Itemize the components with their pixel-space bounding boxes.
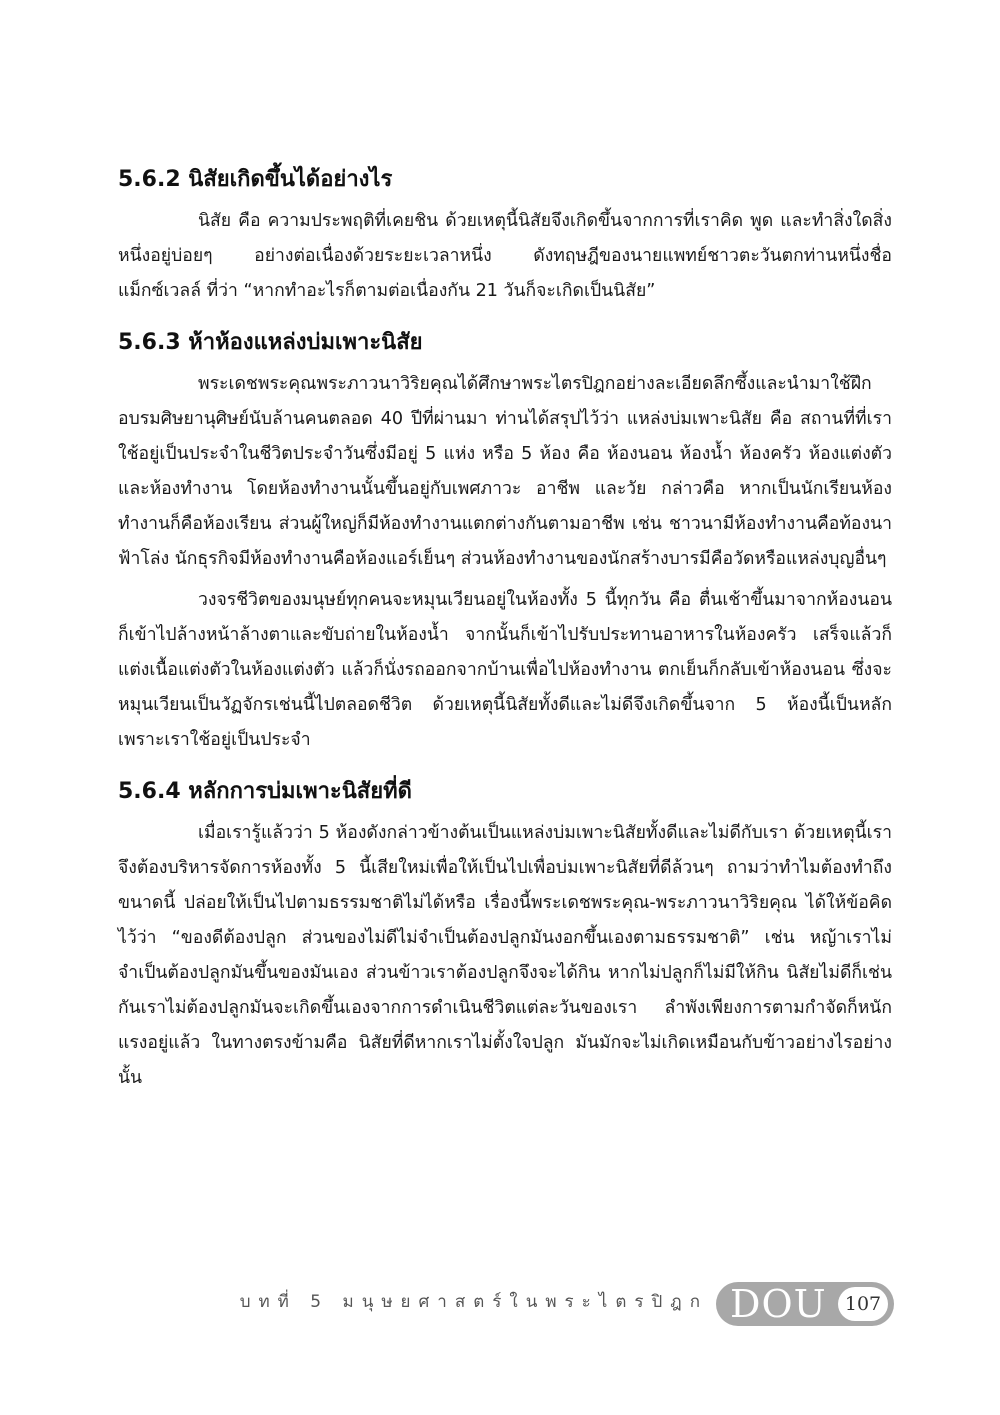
section-5-6-3: [118, 323, 892, 758]
section-heading: 5.6.3 ห้าห้องแหล่งบ่มเพาะนิสัย: [118, 330, 423, 355]
section-heading: 5.6.4 หลักการบ่มเพาะนิสัยที่ดี: [118, 779, 412, 804]
chapter-title: บทที่ 5 มนุษยศาสตร์ในพระไตรปิฎก: [239, 1292, 708, 1312]
paragraph: วงจรชีวิตของมนุษย์ทุกคนจะหมุนเวียนอยู่ในห้องทั้ง 5 นี้ทุกวัน คือ ตื่นเช้าขึ้นมาจากห้องนอน ก็เข้าไปล้างหน้าล้างตาและขับถ่ายในห้องน้ำ จากนั้นก็เข้าไปรับประทานอาหารในห้องครัว เสร็จแล้วก็แต่งเนื้อแต่งตัวในห้องแต่งตัว แล้วก็นั่งรถออกจากบ้านเพื่อไปห้องทำงาน ตกเย็นก็กลับเข้าห้องนอน ซึ่งจะหมุนเวียนเป็นวัฏจักรเช่นนี้ไปตลอดชีวิต ด้วยเหตุนี้นิสัยทั้งดีและไม่ดีจึงเกิดขึ้นจาก 5 ห้องนี้เป็นหลักเพราะเราใช้อยู่เป็นประจำ: [118, 590, 892, 750]
section-5-6-2: [118, 160, 892, 309]
paragraph: เมื่อเรารู้แล้วว่า 5 ห้องดังกล่าวข้างต้นเป็นแหล่งบ่มเพาะนิสัยทั้งดีและไม่ดีกับเรา ด้วยเหตุนี้เราจึงต้องบริหารจัดการห้องทั้ง 5 นี้เสียใหม่เพื่อให้เป็นไปเพื่อบ่มเพาะนิสัยที่ดีล้วนๆ ถามว่าทำไมต้องทำถึงขนาดนี้ ปล่อยให้เป็นไปตามธรรมชาติไม่ได้หรือ เรื่องนี้พระเดชพระคุณ-พระภาวนาวิริยคุณ ได้ให้ข้อคิดไว้ว่า “ของดีต้องปลูก ส่วนของไม่ดีไม่จำเป็นต้องปลูกมันงอกขึ้นเองตามธรรมชาติ” เช่น หญ้าเราไม่จำเป็นต้องปลูกมันขึ้นของมันเอง ส่วนข้าวเราต้องปลูกจึงจะได้กิน หากไม่ปลูกก็ไม่มีให้กิน นิสัยไม่ดีก็เช่นกันเราไม่ต้องปลูกมันจะเกิดขึ้นเองจากการดำเนินชีวิตแต่ละวันของเรา ลำพังเพียงการตามกำจัดก็หนักแรงอยู่แล้ว ในทางตรงข้ามคือ นิสัยที่ดีหากเราไม่ตั้งใจปลูก มันมักจะไม่เกิดเหมือนกับข้าวอย่างไรอย่างนั้น: [118, 823, 892, 1088]
section-5-6-4: [118, 772, 892, 1096]
logo-text: DOU: [730, 1282, 827, 1326]
page-number: 107: [838, 1287, 888, 1321]
dou-logo: [716, 1282, 894, 1326]
page-body: [118, 160, 892, 1110]
section-heading: 5.6.2 นิสัยเกิดขึ้นได้อย่างไร: [118, 167, 393, 192]
paragraph: นิสัย คือ ความประพฤติที่เคยชิน ด้วยเหตุนี้นิสัยจึงเกิดขึ้นจากการที่เราคิด พูด และทำสิ่งใดสิ่งหนึ่งอยู่บ่อยๆ อย่างต่อเนื่องด้วยระยะเวลาหนึ่ง ดังทฤษฎีของนายแพทย์ชาวตะวันตกท่านหนึ่งชื่อ แม็กซ์เวลล์ ที่ว่า “หากทำอะไรก็ตามต่อเนื่องกัน 21 วันก็จะเกิดเป็นนิสัย”: [118, 211, 892, 301]
page-footer: [0, 1278, 1000, 1330]
paragraph: พระเดชพระคุณพระภาวนาวิริยคุณได้ศึกษาพระไตรปิฎกอย่างละเอียดลึกซึ้งและนำมาใช้ฝึกอบรมศิษยานุศิษย์นับล้านคนตลอด 40 ปีที่ผ่านมา ท่านได้สรุปไว้ว่า แหล่งบ่มเพาะนิสัย คือ สถานที่ที่เราใช้อยู่เป็นประจำในชีวิตประจำวันซึ่งมีอยู่ 5 แห่ง หรือ 5 ห้อง คือ ห้องนอน ห้องน้ำ ห้องครัว ห้องแต่งตัว และห้องทำงาน โดยห้องทำงานนั้นขึ้นอยู่กับเพศภาวะ อาชีพ และวัย กล่าวคือ หากเป็นนักเรียนห้องทำงานก็คือห้องเรียน ส่วนผู้ใหญ่ก็มีห้องทำงานแตกต่างกันตามอาชีพ เช่น ชาวนามีห้องทำงานคือท้องนาฟ้าโล่ง นักธุรกิจมีห้องทำงานคือห้องแอร์เย็นๆ ส่วนห้องทำงานของนักสร้างบารมีคือวัดหรือแหล่งบุญอื่นๆ: [118, 374, 892, 569]
